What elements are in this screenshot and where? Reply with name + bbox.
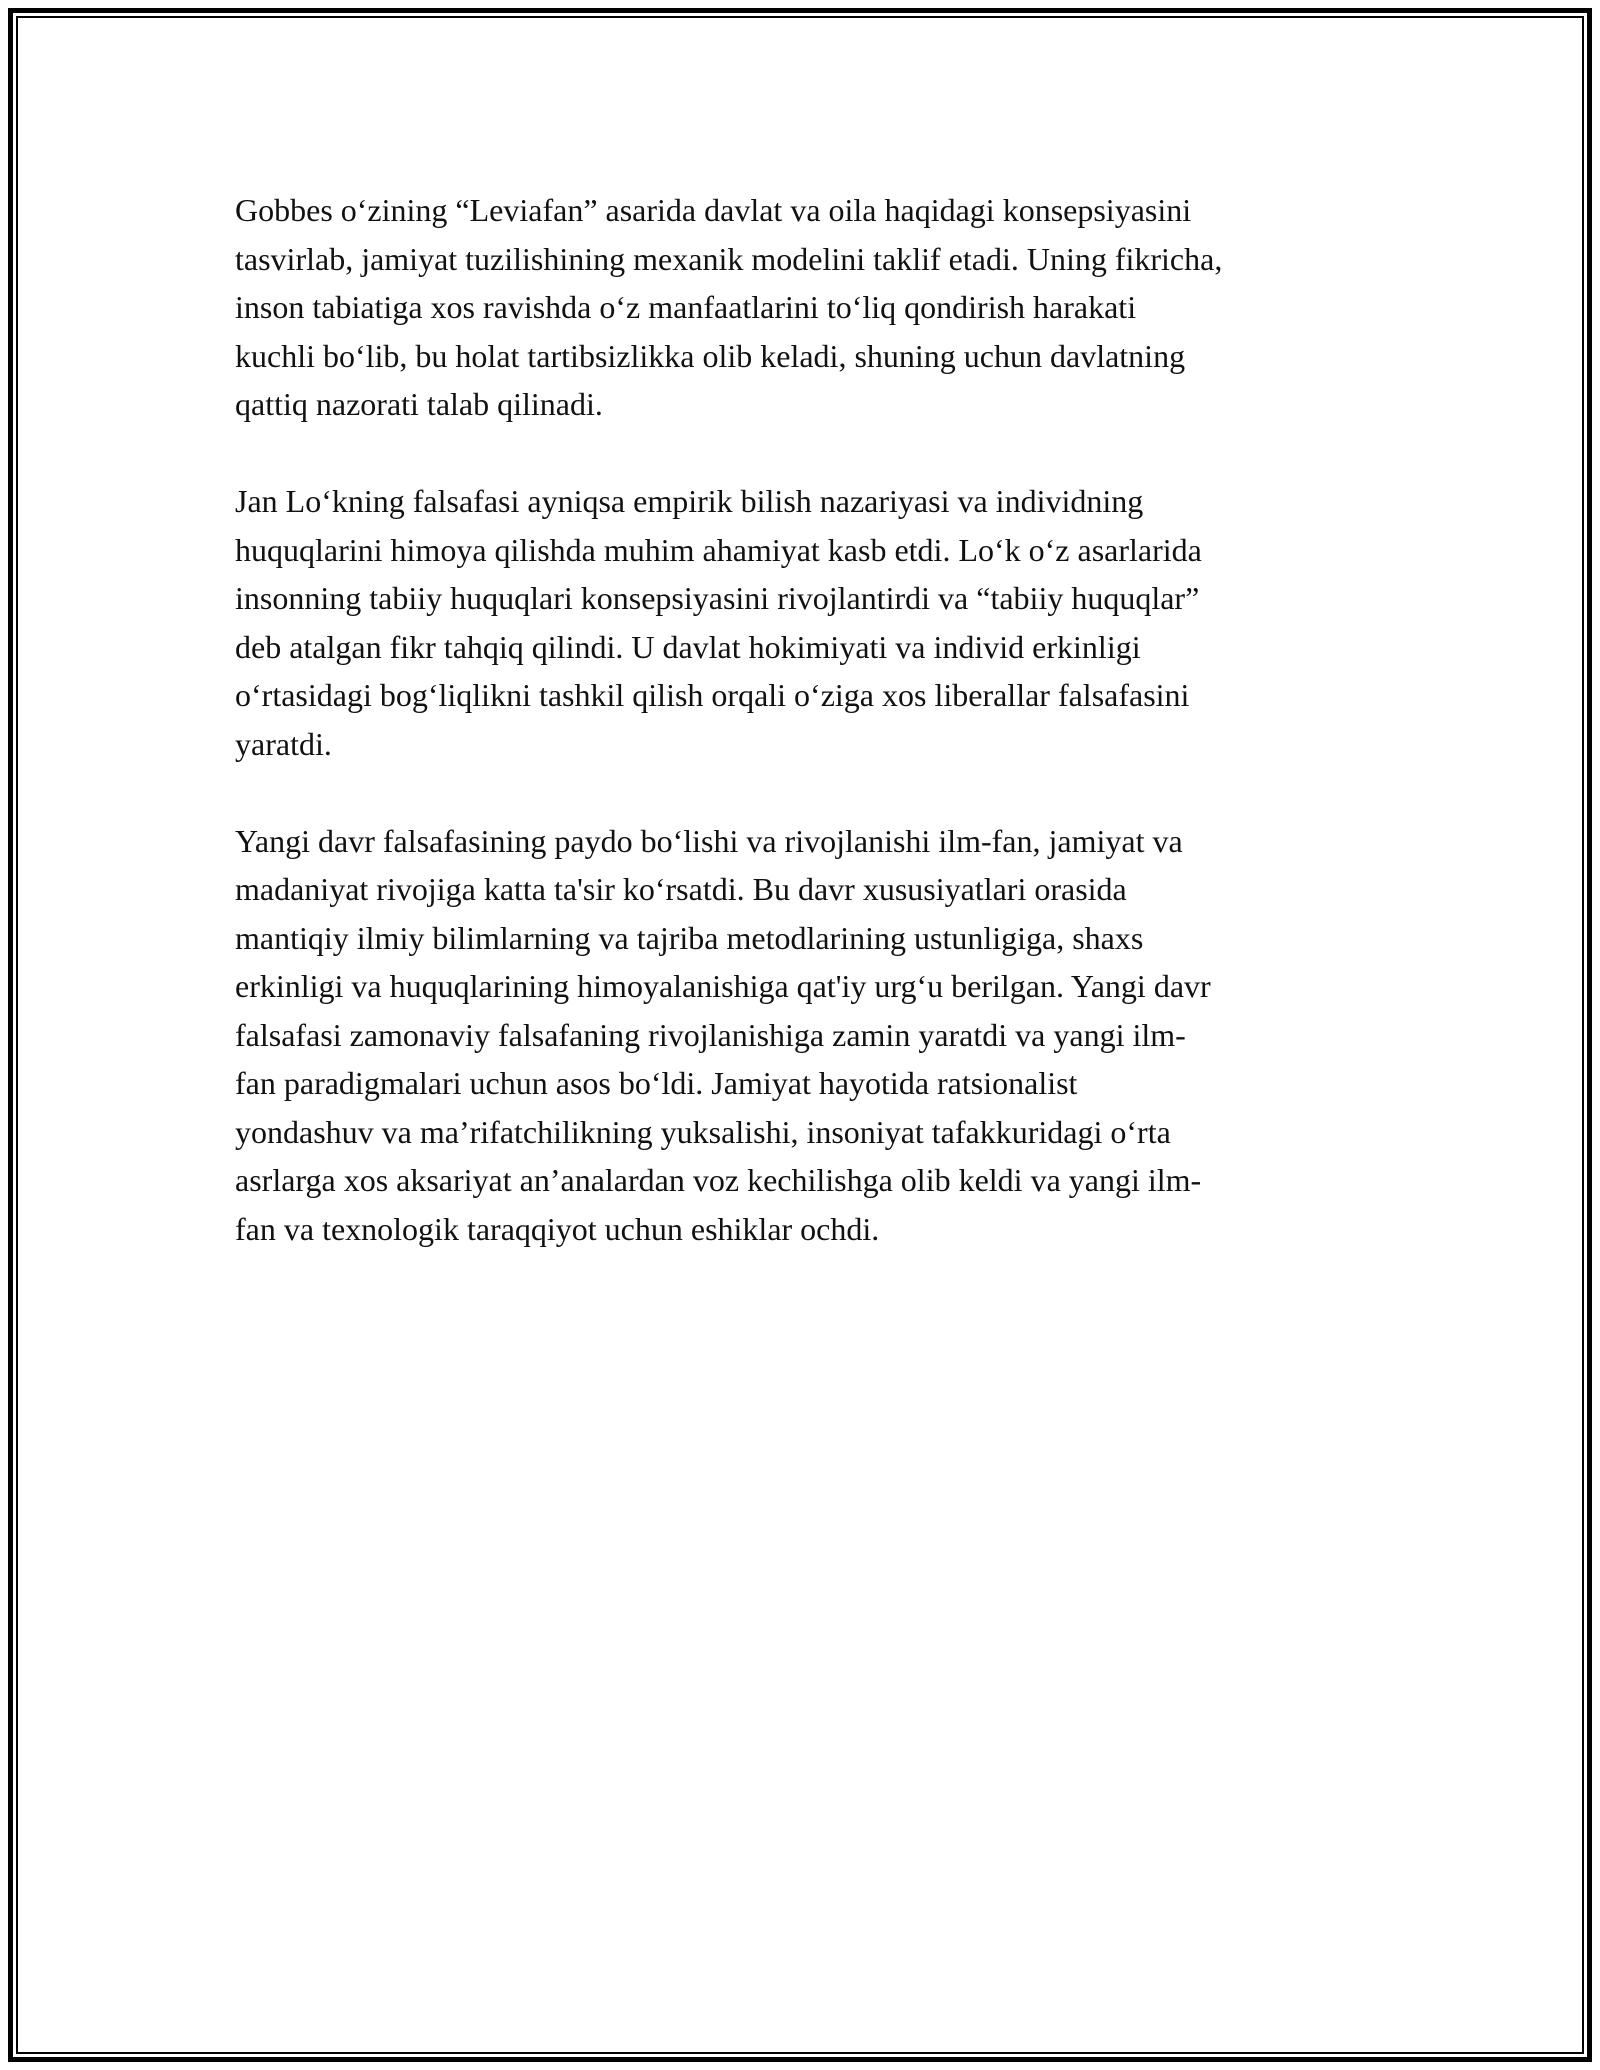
document-body (235, 186, 1375, 1253)
paragraph-locke: Jan Lo‘kning falsafasi ayniqsa empirik bilish nazariyasi va individning huquqlarini himoya qilishda muhim ahamiyat kasb etdi. Lo‘k o‘z asarlarida insonning tabiiy huquqlari konsepsiyasini rivojlantirdi va “tabiiy huquqlar” deb atalgan fikr tahqiq qilindi. U davlat hokimiyati va individ erkinligi o‘rtasidagi bog‘liqlikni tashkil qilish orqali o‘ziga xos liberallar falsafasini yaratdi. (235, 483, 1202, 762)
paragraph-modern-philosophy: Yangi davr falsafasining paydo bo‘lishi va rivojlanishi ilm-fan, jamiyat va madaniyat rivojiga katta ta'sir ko‘rsatdi. Bu davr xususiyatlari orasida mantiqiy ilmiy bilimlarning va tajriba metodlarining ustunligiga, shaxs erkinligi va huquqlarining himoyalanishiga qat'iy urg‘u berilgan. Yangi davr falsafasi zamonaviy falsafaning rivojlanishiga zamin yaratdi va yangi ilm- fan paradigmalari uchun asos bo‘ldi. Jamiyat hayotida ratsionalist yondashuv va ma’rifatchilikning yuksalishi, insoniyat tafakkuridagi o‘rta asrlarga xos aksariyat an’analardan voz kechilishga olib keldi va yangi ilm- fan va texnologik taraqqiyot uchun eshiklar ochdi. (235, 822, 1211, 1247)
paragraph-hobbes: Gobbes o‘zining “Leviafan” asarida davlat va oila haqidagi konsepsiyasini tasvirlab, jamiyat tuzilishining mexanik modelini taklif etadi. Uning fikricha, inson tabiatiga xos ravishda o‘z manfaatlarini to‘liq qondirish harakati kuchli bo‘lib, bu holat tartibsizlikka olib keladi, shuning uchun davlatning qattiq nazorati talab qilinadi. (235, 192, 1223, 422)
